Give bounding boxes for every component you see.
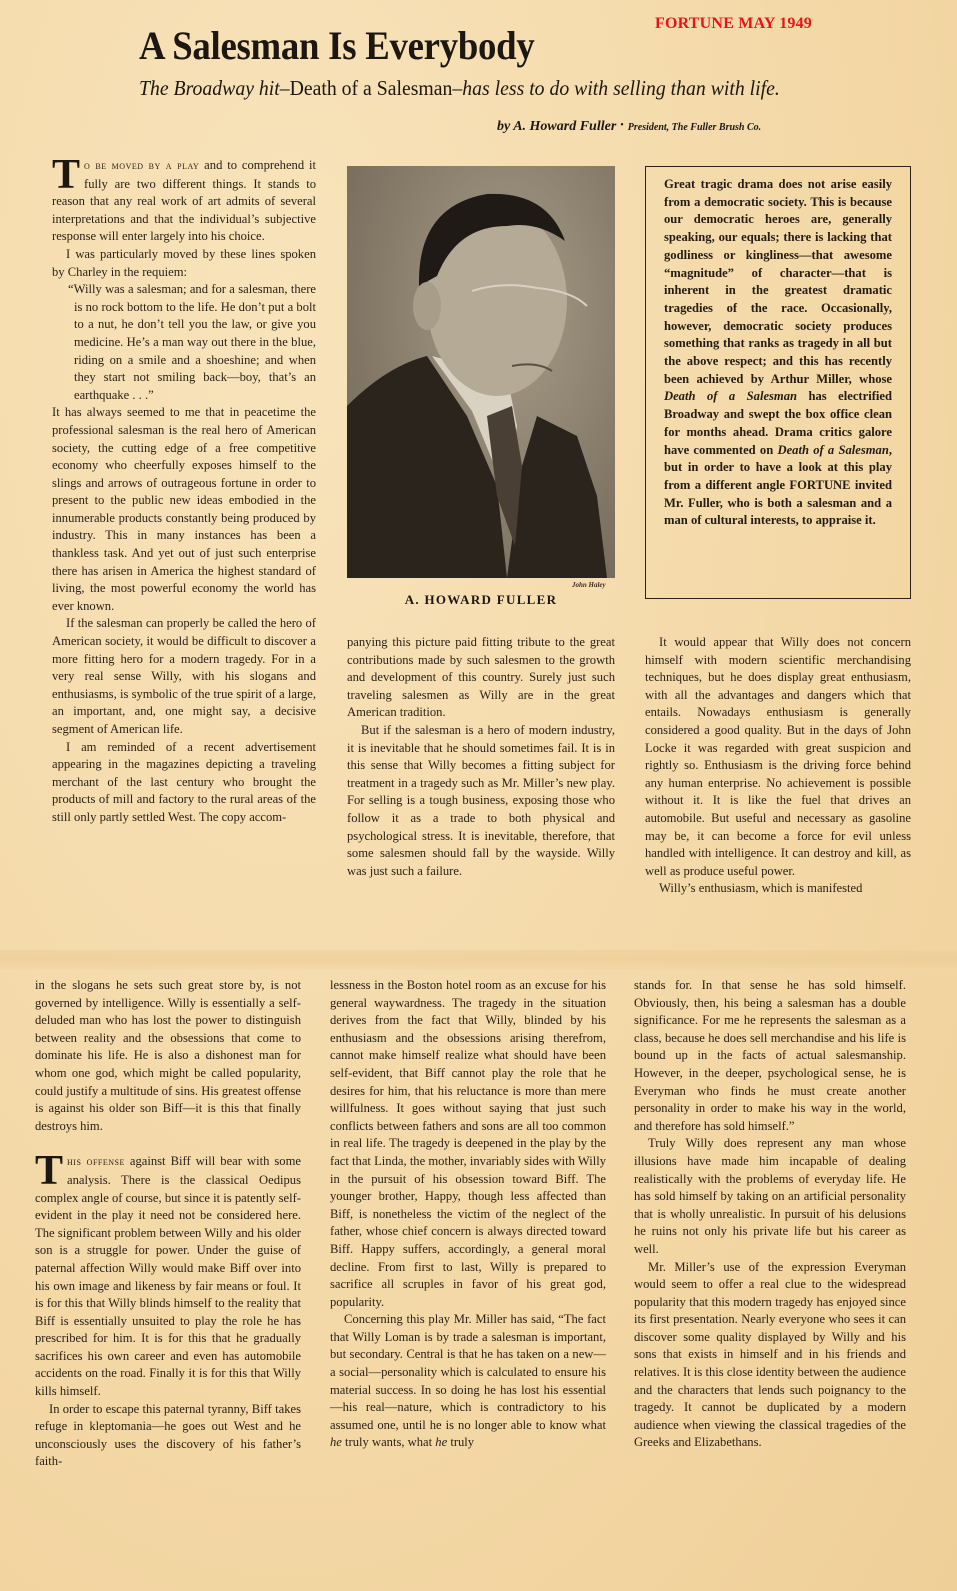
- paragraph: [35, 1148, 301, 1400]
- paragraph: lessness in the Boston hotel room as an excuse for his general waywardness. The tragedy in the situation derives from the fact that Willy, blinded by his enthusiasm and the obsessions arising therefrom, cannot make himself realize what should have been self-evident, that Biff cannot play the role that he desires for him, that his reluctance is more than mere willfulness. It goes without saying that just such conflicts between fathers and sons are all too common in real life. The tragedy is deepened in the play by the fact that Linda, the mother, invariably sides with Willy in the pursuit of his obsession toward Biff. The younger brother, Happy, though less affected than Biff, is nonetheless the victim of the neglect of the father, whose chief concern is always directed toward Biff. Happy suffers, accordingly, a general moral decline. From first to last, Willy is prepared to sacrifice all scruples in favor of his great god, popularity.: [330, 978, 606, 1309]
- paragraph: [330, 1311, 606, 1452]
- photo-caption: A. HOWARD FULLER: [404, 592, 558, 607]
- paragraph-text: truly wants, what: [341, 1435, 436, 1450]
- subtitle-part-1: The Broadway hit: [139, 76, 280, 100]
- column-top-left: [52, 152, 316, 827]
- column-bottom-left: [35, 977, 301, 1471]
- editor-note-box: [645, 166, 911, 599]
- drop-cap: T: [35, 1148, 64, 1195]
- play-title: Death of a Salesman: [664, 389, 798, 404]
- emphasis: he: [330, 1435, 342, 1450]
- paragraph: panying this picture paid fitting tribute to the great contributions made by such salesmen to the growth and development of this country. Surely just such traveling salesmen as Willy are in the great American tradition.: [347, 635, 615, 720]
- byline: [497, 119, 761, 135]
- column-top-right: [645, 634, 911, 898]
- paragraph: Truly Willy does represent any man whose illusions have made him incapable of dealing realistically with the problems of everyday life. He has sold himself by taking on an artificial personality that is wholly unrealistic. In pursuit of his delusions he ruins not only his private life but his career as well.: [634, 1136, 906, 1256]
- photo-credit: John Haley: [572, 581, 606, 589]
- publication-tag: FORTUNE MAY 1949: [655, 15, 813, 32]
- emphasis: he: [435, 1435, 448, 1450]
- author-portrait-photo: [347, 166, 615, 578]
- paragraph: stands for. In that sense he has sold himself. Obviously, then, his being a salesman has a double significance. For me he represents the salesman as a class, because he does sell merchandise and his life is bound up in the facts of actual salesmanship. However, in the deeper, psychological sense, he is Everyman who finds he must create another personality in order to make his way in the world, and therefore has sold himself.”: [634, 978, 906, 1133]
- paragraph: It would appear that Willy does not concern himself with modern scientific merchandising techniques, but he does display great enthusiasm, with all the advantages and dangers which that entails. Nowadays enthusiasm is generally considered a good quality. But in the days of John Locke it was regarded with great suspicion and rightly so. Enthusiasm is the driving force behind any human enterprise. No achievement is possible without it. It is like the fuel that drives an automobile. But useful and necessary as gasoline may be, it can become a force for evil unless handled with intelligence. It can destroy and kill, as well as produce useful power.: [645, 635, 911, 878]
- article-subtitle: [139, 76, 780, 101]
- article-title: A Salesman Is Everybody: [139, 23, 535, 68]
- drop-cap: T: [52, 152, 81, 198]
- editor-note-text: , but in order to have a look at this play from a different angle FORTUNE invited Mr. Fuller, who is both a salesman and a man of cultural interests, to appraise it.: [664, 442, 893, 528]
- paragraph-text: Concerning this play Mr. Miller has said, “The fact that Willy Loman is by trade a salesman is important, but secondary. Central is that he has taken on a new—a social—personality which is calculated to ensure his material success. In so doing he has lost his essential—his real—nature, which is contradictory to his assumed one, until he is no longer able to know what: [330, 1312, 606, 1432]
- paragraph: I was particularly moved by these lines spoken by Charley in the requiem:: [52, 246, 316, 279]
- paragraph: If the salesman can properly be called the hero of American society, it would be difficult to discover a more fitting hero for a modern tragedy. For in a very real sense Willy, with his slogans and enthusiasms, is symbolic of the true spirit of a large, an important, and, one might say, a decisive segment of American life.: [52, 616, 316, 736]
- column-bottom-middle: [330, 977, 606, 1452]
- paragraph: In order to escape this paternal tyranny, Biff takes refuge in kleptomania—he goes out West and he unconsciously uses the discovery of his father’s faith-: [35, 1401, 301, 1469]
- column-top-middle: [347, 634, 615, 880]
- subtitle-part-3: has less to do with selling than with life.: [462, 76, 780, 100]
- paragraph: But if the salesman is a hero of modern industry, it is inevitable that he should sometimes fail. It is in this sense that Willy becomes a fitting subject for treatment in a tragedy such as Mr. Miller’s new play. For selling is a tough business, exposing those who follow it as a trade to both physical and psychological stress. It is inevitable, therefore, that some salesmen should fall by the wayside. Willy was just such a failure.: [347, 722, 615, 878]
- lead-in: o be moved by a play: [84, 160, 200, 172]
- page-fold: [0, 950, 957, 970]
- lead-in: his offense: [67, 1156, 125, 1169]
- paragraph: I am reminded of a recent advertisement appearing in the magazines depicting a traveling merchant of the last century who brought the products of mill and factory to the rural areas of the still only partly settled West. The copy accom-: [52, 739, 316, 824]
- portrait-illustration: [347, 166, 615, 578]
- paragraph: in the slogans he sets such great store by, is not governed by intelligence. Willy is essentially a self-deluded man who has lost the power to distinguish between reality and the obsessions that come to dominate his life. He is also a dishonest man for whom one god, which might be called popularity, could justify a multitude of sins. His greatest offense is against his older son Biff—it is this that finally destroys him.: [35, 978, 301, 1133]
- paragraph-text: and to comprehend it fully are two different things. It stands to reason that any real work of art admits of several interpretations and that the individual’s subjective response will enter largely into his choice.: [52, 158, 316, 244]
- paragraph: [52, 152, 316, 246]
- paragraph: It has always seemed to me that in peacetime the professional salesman is the real hero of American society, the cutting edge of a free competitive economy who cheerfully exposes himself to the slings and arrows of outrageous fortune in order to present to the public new ideas embodied in the innumerable products constantly being produced by industry. This in many instances has been a thankless task. And yet out of just such enterprise there has arisen in America the highest standard of living, the most powerful economy the world has ever known.: [52, 405, 316, 613]
- column-bottom-right: [634, 977, 906, 1452]
- paragraph: Mr. Miller’s use of the expression Everyman would seem to offer a real clue to the widespread popularity that this modern tragedy has enjoyed since its first presentation. Nearly everyone who sees it can discover some quality displayed by Willy and his sons that exists in himself and in his friends and relatives. It is this close identity between the audience and the characters that lends such poignancy to the tragedy. It cannot be duplicated by a modern audience when viewing the classical tragedies of the Greeks and Elizabethans.: [634, 1259, 906, 1450]
- editor-note-text: Great tragic drama does not arise easily from a democratic society. This is because our democratic heroes are, generally speaking, our equals; there is lacking that godliness or kingliness—that awesome “magnitude” of character—that is inherent in the greatest dramatic tragedies of the race. Occasionally, however, democratic society produces something that ranks as tragedy in all but the above respect; and this has recently been achieved by Arthur Miller, whose: [664, 177, 892, 386]
- block-quote: “Willy was a salesman; and for a salesman, there is no rock bottom to the life. He don’t put a bolt to a nut, he don’t tell you the law, or give you medicine. He’s a man way out there in the blue, riding on a smile and a shoeshine; and when they start not smiling back—boy, that’s an earthquake . . .”: [68, 282, 316, 402]
- play-title: Death of a Salesman: [777, 442, 889, 457]
- subtitle-part-2: –Death of a Salesman–: [279, 76, 463, 100]
- byline-separator: •: [620, 120, 624, 131]
- paragraph: Willy’s enthusiasm, which is manifested: [659, 881, 863, 896]
- editor-note-text: has electrified Broadway and swept the box office clean for months ahead. Drama critics galore have commented on: [664, 389, 893, 457]
- paragraph-text: truly: [447, 1435, 475, 1450]
- byline-author: by A. Howard Fuller: [497, 119, 617, 134]
- byline-role: President, The Fuller Brush Co.: [627, 122, 762, 133]
- paragraph-text: against Biff will bear with some analysis. There is the classical Oedipus complex angle of course, but since it is patently self-evident in the play it need not be considered here. The significant problem between Willy and his older son is a struggle for power. Under the guise of paternal affection Willy would make Biff over into his own image and likeness by fair means or foul. It is for this that Willy blinds himself to the reality that Biff is essentially unsuited to play the role he has prescribed for him. It is for this that he gradually sacrifices his own career and even has automobile accidents on the road. Finally it is for this that Willy kills himself.: [35, 1154, 301, 1399]
